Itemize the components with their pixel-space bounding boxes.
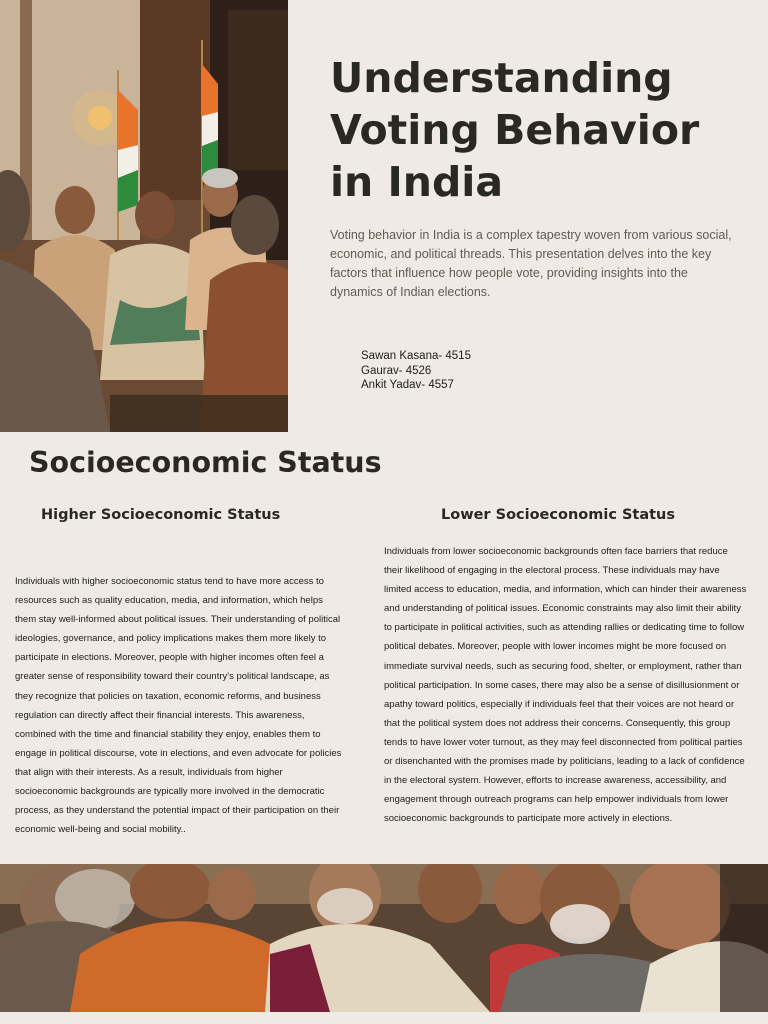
voters-meeting-photo: [0, 0, 288, 432]
lower-status-text: Individuals from lower socioeconomic backgrounds often face barriers that reduce their likelihood of engaging in the electoral process. These individuals may have limited access to education, media, and information, which can hinder their awareness and understanding of political issues. Economic constraints may also limit their ability to participate in political activities, such as attending rallies or dedicating time to follow political debates. Moreover, people with lower incomes might be more focused on immediate survival needs, such as securing food, shelter, or employment, rather than political participation. In some cases, there may also be a sense of disillusionment or apathy toward politics, especially if individuals feel that their voices are not heard or that the political system does not address their concerns. Consequently, this group tends to have lower voter turnout, as they may feel disconnected from political parties or disenchanted with the promises made by politicians, leading to a lack of confidence in the electoral system. However, efforts to increase awareness, accessibility, and engagement through outreach programs can help empower individuals from lower socioeconomic backgrounds to participate more actively in elections.: [384, 546, 747, 825]
crowd-photo: [0, 864, 768, 1012]
author-name: Gaurav- 4526: [361, 364, 432, 377]
title-slide: [0, 0, 768, 432]
author-name: Sawan Kasana- 4515: [361, 350, 471, 362]
crowd-illustration: [0, 864, 768, 1012]
higher-status-heading: Higher Socioeconomic Status: [41, 507, 281, 523]
presentation-title: Understanding Voting Behavior in India: [330, 54, 700, 206]
author-name: Ankit Yadav- 4557: [361, 379, 454, 391]
author-list: [361, 349, 471, 393]
section-title: Socioeconomic Status: [29, 446, 382, 479]
intro-paragraph: Voting behavior in India is a complex tapestry woven from various social, economic, and political threads. This presentation delves into the key factors that influence how people vote, providing insights into the dynamics of Indian elections.: [330, 228, 732, 299]
lower-status-heading: Lower Socioeconomic Status: [441, 507, 676, 523]
socioeconomic-slide: [0, 432, 768, 864]
bottom-strip: [0, 1012, 768, 1024]
higher-status-text: Individuals with higher socioeconomic status tend to have more access to resources such as quality education, media, and information, which helps them stay well-informed about political issues. Their understanding of political ideologies, governance, and policy implications makes them more likely to participate in elections. Moreover, people with higher incomes often feel a greater sense of responsibility toward their country's political landscape, as they recognize that policies on taxation, economic reforms, and business regulation can directly affect their financial interests. This awareness, combined with the time and financial stability they enjoy, enables them to engage in political discourse, vote in elections, and even advocate for policies that align with their interests. As a result, individuals from higher socioeconomic backgrounds are typically more involved in the democratic process, as they understand the potential impact of their participation on their economic well-being and social mobility..: [15, 576, 342, 836]
voters-meeting-illustration: [0, 0, 288, 432]
